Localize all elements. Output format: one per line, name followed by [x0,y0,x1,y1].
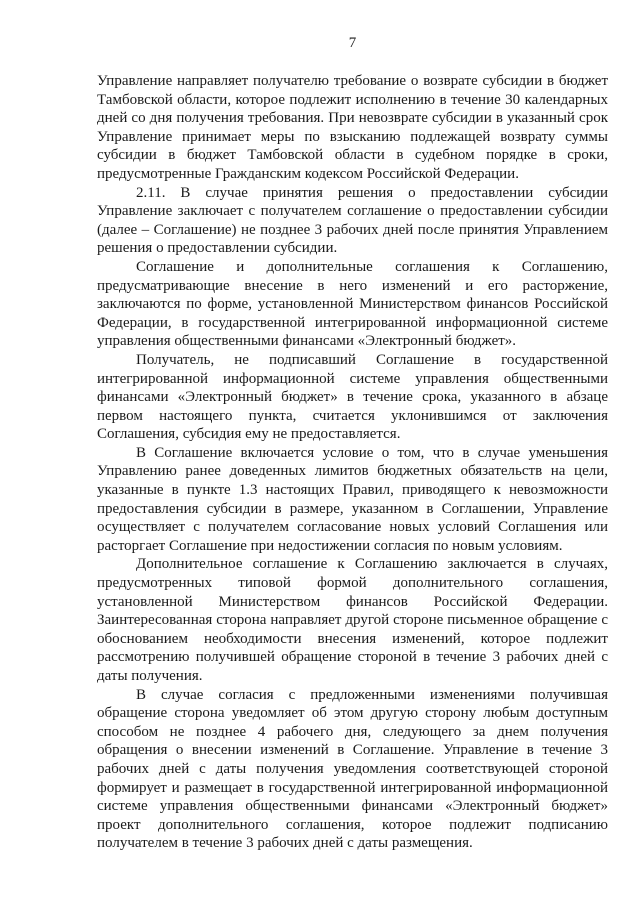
page-number: 7 [348,35,357,51]
paragraph: В случае согласия с предложенными изменениями получившая обращение сторона уведомляет об этом другую сторону любым доступным способом не позднее 4 рабочего дня, следующего за днем получения обращения о внесении изменений в Соглашение. Управление в течение 3 рабочих дней с даты получения уведомления соответствующей стороной формирует и размещает в государственной интегрированной информационной системе управления общественными финансами «Электронный бюджет» проект дополнительного соглашения, которое подлежит подписанию получателем в течение 3 рабочих дней с даты размещения. [97,686,608,852]
paragraph: Получатель, не подписавший Соглашение в государственной интегрированной информационной системе управления общественными финансами «Электронный бюджет» в течение срока, указанного в абзаце первом настоящего пункта, считается уклонившимся от заключения Соглашения, субсидия ему не предоставляется. [97,351,608,443]
paragraph: Соглашение и дополнительные соглашения к Соглашению, предусматривающие внесение в него изменений и его расторжение, заключаются по форме, установленной Министерством финансов Российской Федерации, в государственной интегрированной информационной системе управления общественными финансами «Электронный бюджет». [97,258,608,350]
body-text [97,72,608,853]
paragraph: Дополнительное соглашение к Соглашению заключается в случаях, предусмотренных типовой формой дополнительного соглашения, установленной Министерством финансов Российской Федерации. Заинтересованная сторона направляет другой стороне письменное обращение с обоснованием необходимости внесения изменений, которое подлежит рассмотрению получившей обращение стороной в течение 3 рабочих дней с даты получения. [97,556,608,684]
paragraph: 2.11. В случае принятия решения о предоставлении субсидии Управление заключает с получателем соглашение о предоставлении субсидии (далее – Соглашение) не позднее 3 рабочих дней после принятия Управлением решения о предоставлении субсидии. [97,184,608,257]
paragraph: В Соглашение включается условие о том, что в случае уменьшения Управлению ранее доведенных лимитов бюджетных обязательств на цели, указанные в пункте 1.3 настоящих Правил, приводящего к невозможности предоставления субсидии в размере, указанном в Соглашении, Управление осуществляет с получателем согласование новых условий Соглашения или расторгает Соглашение при недостижении согласия по новым условиям. [97,444,608,554]
paragraph: Управление направляет получателю требование о возврате субсидии в бюджет Тамбовской области, которое подлежит исполнению в течение 30 календарных дней со дня получения требования. При невозврате субсидии в указанный срок Управление принимает меры по взысканию подлежащей возврату суммы субсидии в бюджет Тамбовской области в судебном порядке в сроки, предусмотренные Гражданским кодексом Российской Федерации. [97,73,608,182]
